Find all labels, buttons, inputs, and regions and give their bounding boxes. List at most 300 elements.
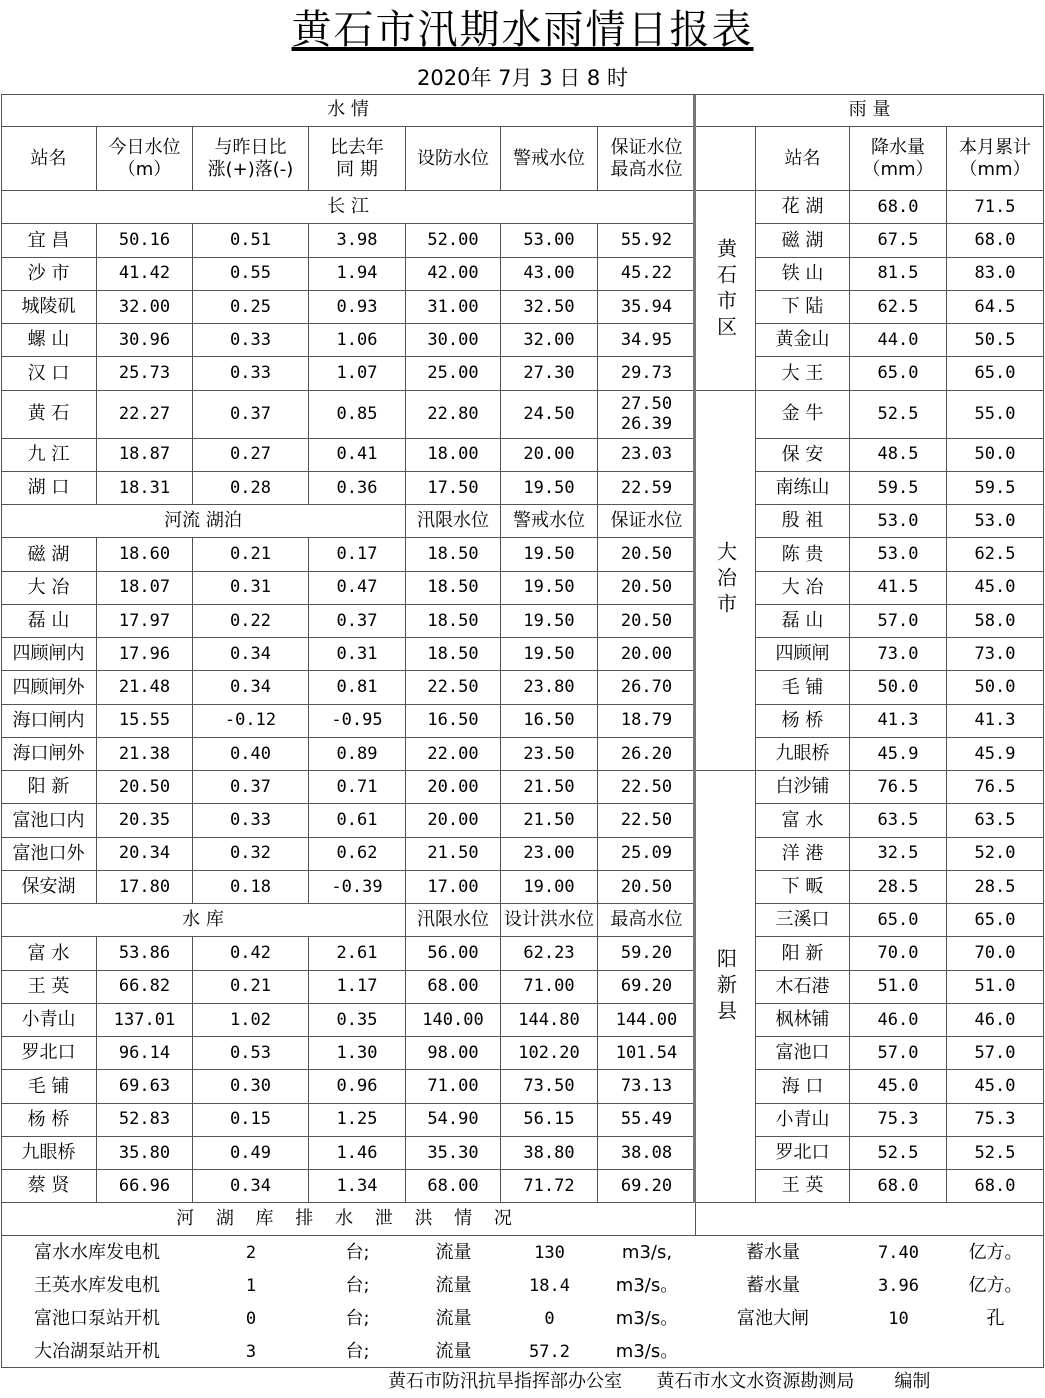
rain-value-cell: 65.0	[947, 357, 1044, 390]
water-value-cell: 1.17	[309, 971, 406, 1004]
water-value-cell: 18.07	[97, 572, 193, 605]
water-value-cell: 96.14	[97, 1037, 193, 1070]
water-station-name: 大 冶	[1, 572, 97, 605]
water-group-label: 长 江	[1, 191, 696, 224]
water-value-cell: 1.34	[309, 1170, 406, 1203]
rain-value-cell: 48.5	[850, 439, 947, 472]
rain-value-cell: 67.5	[850, 224, 947, 257]
rain-value-cell: 76.5	[947, 771, 1044, 804]
water-value-cell: 19.50	[501, 472, 598, 505]
rain-value-cell: 70.0	[947, 937, 1044, 970]
drainage-cell: 7.40	[878, 1242, 919, 1263]
water-value-cell: 24.50	[501, 391, 598, 439]
rain-station-name: 四顾闸	[756, 638, 850, 671]
water-value-cell: 55.92	[598, 224, 696, 257]
rain-station-name: 富 水	[756, 804, 850, 837]
water-value-cell: 0.31	[309, 638, 406, 671]
water-value-cell: 0.37	[193, 391, 309, 439]
rain-value-cell: 71.5	[947, 191, 1044, 224]
water-value-cell: 21.38	[97, 738, 193, 771]
water-col-header: 警戒水位	[501, 127, 598, 191]
rain-col-header: 本月累计 （mm）	[947, 127, 1044, 191]
rain-value-cell: 52.5	[947, 1137, 1044, 1170]
water-value-cell: 69.20	[598, 1170, 696, 1203]
water-value-cell: 20.35	[97, 804, 193, 837]
water-value-cell: 19.50	[501, 638, 598, 671]
rain-value-cell: 41.5	[850, 572, 947, 605]
rain-station-name: 白沙铺	[756, 771, 850, 804]
water-group-col-header: 汛限水位	[406, 505, 501, 538]
rain-value-cell: 52.5	[850, 1137, 947, 1170]
water-value-cell: 18.50	[406, 538, 501, 571]
water-value-cell: 41.42	[97, 258, 193, 291]
drainage-cell: 大冶湖泵站开机	[34, 1340, 160, 1362]
water-value-cell: 25.00	[406, 357, 501, 390]
rain-station-name: 磊 山	[756, 605, 850, 638]
water-value-cell: 0.33	[193, 357, 309, 390]
water-value-cell: 0.47	[309, 572, 406, 605]
water-value-cell: 20.50	[598, 871, 696, 904]
water-value-cell: 17.80	[97, 871, 193, 904]
rain-value-cell: 51.0	[850, 971, 947, 1004]
water-value-cell: 22.59	[598, 472, 696, 505]
water-value-cell: 140.00	[406, 1004, 501, 1037]
water-value-cell: 23.00	[501, 838, 598, 871]
water-value-cell: 52.83	[97, 1104, 193, 1137]
rain-value-cell: 53.0	[850, 505, 947, 538]
drainage-cell: 蓄水量	[746, 1274, 800, 1296]
water-station-name: 海口闸内	[1, 705, 97, 738]
rain-value-cell: 75.3	[850, 1104, 947, 1137]
drainage-cell: 1	[245, 1275, 257, 1296]
water-station-name: 磁 湖	[1, 538, 97, 571]
drainage-cell: 富水水库发电机	[34, 1241, 160, 1263]
water-value-cell: 0.34	[193, 1170, 309, 1203]
water-value-cell: 66.96	[97, 1170, 193, 1203]
rain-value-cell: 64.5	[947, 291, 1044, 324]
rain-value-cell: 57.0	[947, 1037, 1044, 1070]
water-value-cell: 102.20	[501, 1037, 598, 1070]
water-value-cell: -0.12	[193, 705, 309, 738]
water-value-cell: 0.32	[193, 838, 309, 871]
rain-station-name: 枫林铺	[756, 1004, 850, 1037]
rain-station-name: 富池口	[756, 1037, 850, 1070]
drainage-cell: 3	[245, 1341, 257, 1362]
water-value-cell: 19.50	[501, 538, 598, 571]
rain-station-name: 下 畈	[756, 871, 850, 904]
water-value-cell: 21.50	[501, 771, 598, 804]
drainage-cell: 2	[245, 1242, 257, 1263]
water-value-cell: 0.34	[193, 638, 309, 671]
water-value-cell: 0.22	[193, 605, 309, 638]
rain-value-cell: 63.5	[850, 804, 947, 837]
water-col-header: 保证水位 最高水位	[598, 127, 696, 191]
drainage-cell: 台;	[345, 1274, 370, 1296]
water-value-cell: 38.08	[598, 1137, 696, 1170]
rain-value-cell: 50.5	[947, 324, 1044, 357]
water-station-name: 富池口外	[1, 838, 97, 871]
rain-value-cell: 45.9	[850, 738, 947, 771]
water-value-cell: 32.00	[97, 291, 193, 324]
water-station-name: 王 英	[1, 971, 97, 1004]
rain-value-cell: 75.3	[947, 1104, 1044, 1137]
rain-value-cell: 73.0	[850, 638, 947, 671]
rain-station-name: 阳 新	[756, 937, 850, 970]
rain-value-cell: 83.0	[947, 258, 1044, 291]
rain-value-cell: 73.0	[947, 638, 1044, 671]
water-station-name: 阳 新	[1, 771, 97, 804]
water-value-cell: 22.50	[598, 771, 696, 804]
water-value-cell: 98.00	[406, 1037, 501, 1070]
rain-value-cell: 58.0	[947, 605, 1044, 638]
water-value-cell: 0.81	[309, 671, 406, 704]
rain-station-name: 花 湖	[756, 191, 850, 224]
water-value-cell: 22.27	[97, 391, 193, 439]
water-value-cell: 19.00	[501, 871, 598, 904]
drainage-cell: 流量	[435, 1340, 472, 1362]
water-value-cell: 22.50	[406, 671, 501, 704]
rain-value-cell: 51.0	[947, 971, 1044, 1004]
water-value-cell: 62.23	[501, 937, 598, 970]
drainage-cell: 流量	[435, 1274, 472, 1296]
water-station-name: 宜 昌	[1, 224, 97, 257]
water-value-cell: 26.70	[598, 671, 696, 704]
water-station-name: 九 江	[1, 439, 97, 472]
rain-station-name: 海 口	[756, 1070, 850, 1103]
water-station-name: 黄 石	[1, 391, 97, 439]
rain-station-name: 保 安	[756, 439, 850, 472]
rain-value-cell: 62.5	[850, 291, 947, 324]
rain-value-cell: 50.0	[947, 671, 1044, 704]
water-value-cell: 23.80	[501, 671, 598, 704]
rain-value-cell: 46.0	[947, 1004, 1044, 1037]
water-value-cell: 20.00	[598, 638, 696, 671]
rain-region-header	[696, 127, 756, 191]
water-value-cell: 144.00	[598, 1004, 696, 1037]
water-value-cell: 32.00	[501, 324, 598, 357]
water-value-cell: 54.90	[406, 1104, 501, 1137]
water-value-cell: 35.30	[406, 1137, 501, 1170]
water-value-cell: 31.00	[406, 291, 501, 324]
water-value-cell: 0.34	[193, 671, 309, 704]
rain-station-name: 洋 港	[756, 838, 850, 871]
water-value-cell: 38.80	[501, 1137, 598, 1170]
water-group-col-header: 保证水位	[598, 505, 696, 538]
water-value-cell: 16.50	[406, 705, 501, 738]
water-value-cell: 45.22	[598, 258, 696, 291]
water-value-cell: 17.50	[406, 472, 501, 505]
water-value-cell: 0.49	[193, 1137, 309, 1170]
rain-value-cell: 52.5	[850, 391, 947, 439]
water-col-header: 比去年 同 期	[309, 127, 406, 191]
water-value-cell: 1.06	[309, 324, 406, 357]
water-value-cell: 30.00	[406, 324, 501, 357]
drainage-cell: 台;	[345, 1340, 370, 1362]
water-value-cell: 52.00	[406, 224, 501, 257]
water-value-cell: 1.30	[309, 1037, 406, 1070]
water-value-cell: 21.50	[501, 804, 598, 837]
water-value-cell: 16.50	[501, 705, 598, 738]
water-value-cell: 22.00	[406, 738, 501, 771]
water-station-name: 富池口内	[1, 804, 97, 837]
water-group-col-header: 设计洪水位	[501, 904, 598, 937]
rain-station-name: 罗北口	[756, 1137, 850, 1170]
rain-value-cell: 63.5	[947, 804, 1044, 837]
water-value-cell: 0.51	[193, 224, 309, 257]
drainage-cell: 0	[245, 1308, 257, 1329]
water-value-cell: 50.16	[97, 224, 193, 257]
water-value-cell: 0.37	[309, 605, 406, 638]
water-value-cell: 1.25	[309, 1104, 406, 1137]
rain-value-cell: 70.0	[850, 937, 947, 970]
water-value-cell: 71.72	[501, 1170, 598, 1203]
rain-station-name: 王 英	[756, 1170, 850, 1203]
water-value-cell: 2.61	[309, 937, 406, 970]
rain-station-name: 陈 贵	[756, 538, 850, 571]
water-value-cell: 20.50	[598, 538, 696, 571]
water-value-cell: 69.20	[598, 971, 696, 1004]
water-station-name: 富 水	[1, 937, 97, 970]
rain-station-name: 木石港	[756, 971, 850, 1004]
water-value-cell: 21.48	[97, 671, 193, 704]
water-value-cell: 18.50	[406, 605, 501, 638]
water-value-cell: -0.95	[309, 705, 406, 738]
water-value-cell: 73.50	[501, 1070, 598, 1103]
rain-station-name: 九眼桥	[756, 738, 850, 771]
water-station-name: 湖 口	[1, 472, 97, 505]
drainage-cell: 130	[534, 1242, 565, 1263]
water-value-cell: 18.50	[406, 638, 501, 671]
water-station-name: 四顾闸内	[1, 638, 97, 671]
water-value-cell: 0.35	[309, 1004, 406, 1037]
water-value-cell: 0.30	[193, 1070, 309, 1103]
rain-value-cell: 65.0	[947, 904, 1044, 937]
water-value-cell: 0.61	[309, 804, 406, 837]
water-station-name: 毛 铺	[1, 1070, 97, 1103]
rain-value-cell: 65.0	[850, 357, 947, 390]
water-value-cell: 0.36	[309, 472, 406, 505]
water-value-cell: 0.25	[193, 291, 309, 324]
water-col-header: 今日水位 （m）	[97, 127, 193, 191]
rain-value-cell: 53.0	[947, 505, 1044, 538]
water-value-cell: 0.40	[193, 738, 309, 771]
report-title-text: 黄石市汛期水雨情日报表	[291, 7, 754, 53]
water-value-cell: 0.33	[193, 324, 309, 357]
water-value-cell: 17.97	[97, 605, 193, 638]
water-value-cell: 71.00	[406, 1070, 501, 1103]
drainage-cell: 蓄水量	[746, 1241, 800, 1263]
water-station-name: 保安湖	[1, 871, 97, 904]
rain-section-label: 雨 量	[696, 94, 1044, 127]
rain-station-name: 杨 桥	[756, 705, 850, 738]
water-value-cell: 18.87	[97, 439, 193, 472]
water-value-cell: 20.00	[406, 804, 501, 837]
rain-value-cell: 44.0	[850, 324, 947, 357]
water-value-cell: 0.96	[309, 1070, 406, 1103]
rain-station-name: 大 王	[756, 357, 850, 390]
water-value-cell: 0.28	[193, 472, 309, 505]
rain-value-cell: 46.0	[850, 1004, 947, 1037]
rain-value-cell: 45.0	[947, 572, 1044, 605]
drainage-cell: 流量	[435, 1307, 472, 1329]
rain-value-cell: 41.3	[850, 705, 947, 738]
rain-value-cell: 76.5	[850, 771, 947, 804]
water-value-cell: 21.50	[406, 838, 501, 871]
water-value-cell: 56.15	[501, 1104, 598, 1137]
water-value-cell: 29.73	[598, 357, 696, 390]
water-value-cell: 20.34	[97, 838, 193, 871]
rain-station-name: 毛 铺	[756, 671, 850, 704]
water-value-cell: 0.15	[193, 1104, 309, 1137]
water-value-cell: 19.50	[501, 572, 598, 605]
rain-value-cell: 50.0	[947, 439, 1044, 472]
rain-col-header: 降水量 （mm）	[850, 127, 947, 191]
report-date: 2020年 7月 3 日 8 时	[417, 66, 628, 90]
water-value-cell: 0.85	[309, 391, 406, 439]
rain-value-cell: 59.5	[947, 472, 1044, 505]
water-value-cell: 3.98	[309, 224, 406, 257]
water-station-name: 海口闸外	[1, 738, 97, 771]
water-station-name: 沙 市	[1, 258, 97, 291]
report-footer: 黄石市防汛抗旱指挥部办公室 黄石市水文水资源勘测局 编制	[388, 1371, 931, 1393]
rain-value-cell: 57.0	[850, 1037, 947, 1070]
water-col-header: 设防水位	[406, 127, 501, 191]
drainage-cell: m3/s。	[615, 1340, 679, 1362]
drainage-section-label: 河 湖 库 排 水 泄 洪 情 况	[1, 1203, 696, 1236]
water-value-cell: 1.02	[193, 1004, 309, 1037]
drainage-cell: 3.96	[878, 1275, 919, 1296]
water-value-cell: 0.93	[309, 291, 406, 324]
rain-value-cell: 32.5	[850, 838, 947, 871]
water-value-cell: 53.86	[97, 937, 193, 970]
drainage-cell: 富池大闸	[737, 1307, 809, 1329]
water-value-cell: 0.71	[309, 771, 406, 804]
rain-region-name: 黄石市区	[696, 191, 756, 391]
water-value-cell: 137.01	[97, 1004, 193, 1037]
water-station-name: 螺 山	[1, 324, 97, 357]
drainage-cell: m3/s,	[621, 1241, 673, 1263]
rain-value-cell: 57.0	[850, 605, 947, 638]
drainage-cell: m3/s。	[615, 1274, 679, 1296]
rain-value-cell: 50.0	[850, 671, 947, 704]
water-value-cell: 0.55	[193, 258, 309, 291]
rain-value-cell: 62.5	[947, 538, 1044, 571]
rain-region-name: 阳新县	[696, 771, 756, 1203]
water-value-cell: 66.82	[97, 971, 193, 1004]
water-value-cell: 18.00	[406, 439, 501, 472]
water-value-cell: 42.00	[406, 258, 501, 291]
water-value-cell: 18.79	[598, 705, 696, 738]
drainage-cell: 王英水库发电机	[34, 1274, 160, 1296]
water-value-cell: 1.46	[309, 1137, 406, 1170]
water-value-cell: 56.00	[406, 937, 501, 970]
water-value-cell: 0.37	[193, 771, 309, 804]
rain-value-cell: 45.0	[850, 1070, 947, 1103]
water-value-cell: 0.41	[309, 439, 406, 472]
water-value-cell: 53.00	[501, 224, 598, 257]
report-title	[0, 0, 1045, 60]
water-value-cell: 20.00	[501, 439, 598, 472]
drainage-cell: 57.2	[529, 1341, 570, 1362]
water-value-cell: 0.31	[193, 572, 309, 605]
water-value-cell: -0.39	[309, 871, 406, 904]
water-value-cell: 71.00	[501, 971, 598, 1004]
drainage-cell: 流量	[435, 1241, 472, 1263]
rain-station-name: 大 冶	[756, 572, 850, 605]
water-group-col-header: 警戒水位	[501, 505, 598, 538]
water-value-cell: 26.20	[598, 738, 696, 771]
water-station-name: 城陵矶	[1, 291, 97, 324]
drainage-cell: 孔	[986, 1307, 1005, 1329]
drainage-cell: 18.4	[529, 1275, 570, 1296]
rain-value-cell: 41.3	[947, 705, 1044, 738]
water-value-cell: 55.49	[598, 1104, 696, 1137]
water-value-cell: 35.80	[97, 1137, 193, 1170]
water-group-col-header: 最高水位	[598, 904, 696, 937]
water-value-cell: 0.21	[193, 538, 309, 571]
rain-value-cell: 68.0	[850, 1170, 947, 1203]
rain-value-cell: 45.9	[947, 738, 1044, 771]
water-value-cell: 0.27	[193, 439, 309, 472]
water-value-cell: 22.50	[598, 804, 696, 837]
rain-station-name: 铁 山	[756, 258, 850, 291]
rain-value-cell: 28.5	[850, 871, 947, 904]
water-value-cell: 18.60	[97, 538, 193, 571]
water-value-cell: 68.00	[406, 971, 501, 1004]
water-value-cell: 0.53	[193, 1037, 309, 1070]
water-value-cell: 69.63	[97, 1070, 193, 1103]
water-value-cell: 30.96	[97, 324, 193, 357]
water-col-header: 站名	[1, 127, 97, 191]
rain-station-name: 金 牛	[756, 391, 850, 439]
water-value-cell: 20.50	[598, 572, 696, 605]
water-value-cell: 35.94	[598, 291, 696, 324]
drainage-cell	[947, 1335, 1044, 1368]
water-value-cell: 1.94	[309, 258, 406, 291]
rain-station-name: 南练山	[756, 472, 850, 505]
drainage-cell: m3/s。	[615, 1307, 679, 1329]
water-value-cell: 0.33	[193, 804, 309, 837]
water-value-cell: 20.00	[406, 771, 501, 804]
water-value-cell: 101.54	[598, 1037, 696, 1070]
drainage-section-blank	[696, 1203, 1044, 1236]
rain-value-cell: 68.0	[947, 1170, 1044, 1203]
rain-value-cell: 53.0	[850, 538, 947, 571]
water-value-cell: 17.00	[406, 871, 501, 904]
water-value-cell: 23.03	[598, 439, 696, 472]
rain-value-cell: 68.0	[947, 224, 1044, 257]
water-section-label: 水 情	[1, 94, 696, 127]
rain-value-cell: 55.0	[947, 391, 1044, 439]
water-value-cell: 18.50	[406, 572, 501, 605]
water-station-name: 磊 山	[1, 605, 97, 638]
rain-col-header: 站名	[756, 127, 850, 191]
drainage-cell: 亿方。	[968, 1241, 1023, 1263]
water-value-cell: 0.18	[193, 871, 309, 904]
rain-station-name: 黄金山	[756, 324, 850, 357]
water-value-cell: 27.50 26.39	[598, 391, 696, 439]
water-value-cell: 0.17	[309, 538, 406, 571]
water-value-cell: 20.50	[598, 605, 696, 638]
rain-region-name: 大冶市	[696, 391, 756, 772]
water-group-col-header: 汛限水位	[406, 904, 501, 937]
water-value-cell: 43.00	[501, 258, 598, 291]
rain-station-name: 下 陆	[756, 291, 850, 324]
drainage-cell	[850, 1335, 947, 1368]
drainage-cell: 富池口泵站开机	[34, 1307, 160, 1329]
water-value-cell: 1.07	[309, 357, 406, 390]
drainage-cell: 台;	[345, 1241, 370, 1263]
